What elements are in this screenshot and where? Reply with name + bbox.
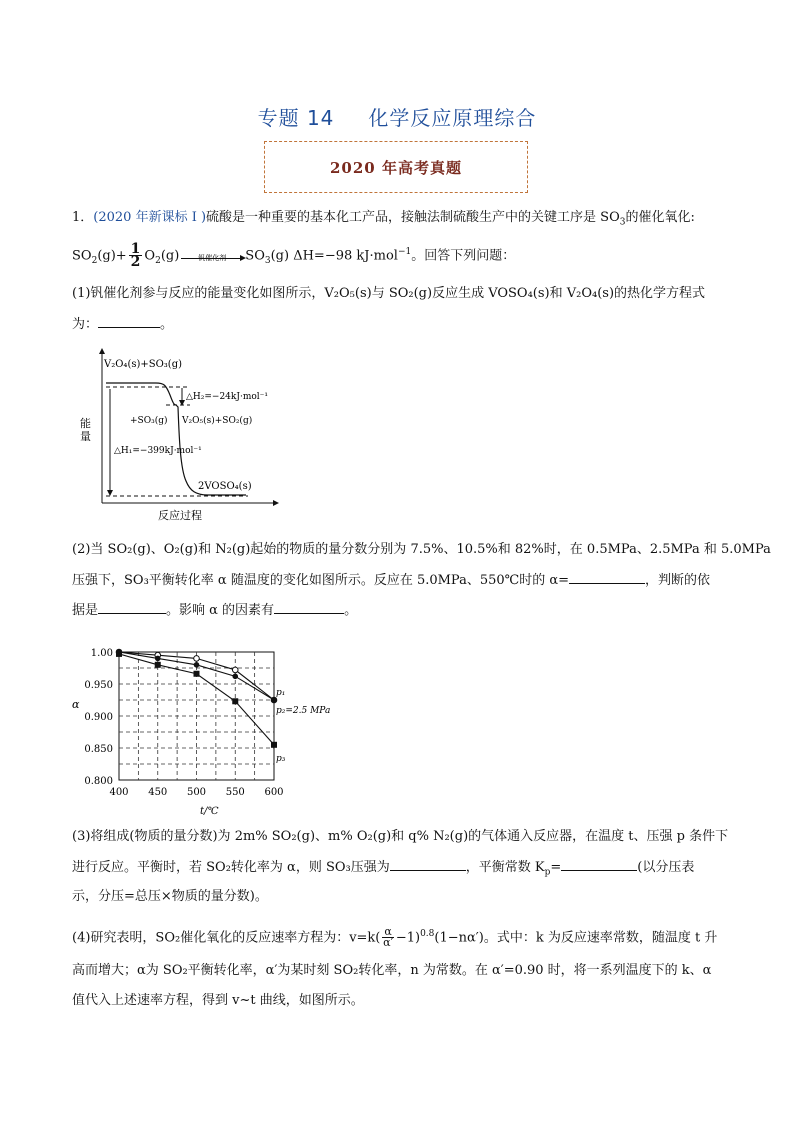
alpha-temperature-chart [62, 640, 352, 820]
data-point-p1 [194, 656, 200, 662]
mid-species: V₂O₅(s)+SO₂(g) [182, 416, 253, 426]
subtitle-box [264, 141, 528, 193]
p4-frac-num: α [384, 925, 392, 939]
y-tick-label: 0.950 [84, 680, 113, 691]
catalyst-label: 钒催化剂 [198, 253, 227, 262]
part3-text-c: = [550, 860, 562, 875]
answer-blank-4[interactable] [274, 601, 344, 614]
eq-tail: 。回答下列问题： [411, 248, 516, 264]
data-point-p3 [155, 662, 161, 668]
part1-line2 [72, 315, 173, 334]
part2-text-b: ，判断的依 [645, 573, 711, 588]
dh1-label: △H₁=−399kJ·mol⁻¹ [114, 446, 202, 456]
x-tick-label: 450 [148, 787, 168, 798]
eq-so3-state: (g) ΔH=−98 kJ·mol [270, 248, 398, 264]
part3-text-b: ，平衡常数 K [465, 860, 545, 875]
eq-unit-sup: −1 [397, 247, 412, 257]
frac-den: 2 [130, 254, 141, 271]
y-tick-label: 0.800 [84, 776, 113, 787]
answer-blank-3[interactable] [98, 601, 166, 614]
part1-prefix: 为： [72, 317, 99, 332]
part3-line3: 示，分压=总压×物质的量分数)。 [72, 889, 268, 904]
chart-y-axis-label: α [72, 698, 80, 711]
eq-o2-sub: 2 [155, 255, 161, 266]
part3-text-a: 进行反应。平衡时，若 SO₂转化率为 α，则 SO₃压强为 [72, 860, 390, 875]
part2-text-c: 据是 [72, 603, 99, 618]
energy-diagram [70, 343, 310, 523]
series-p3-label: p₃ [276, 754, 286, 764]
part2-line2 [72, 571, 710, 590]
intro-text: 硫酸是一种重要的基本化工产品，接触法制硫酸生产中的关键工序是 SO [206, 210, 620, 225]
question-source: (2020 年新课标 I ) [93, 210, 207, 225]
part3-line2 [72, 858, 694, 882]
p4-frac-den: α′ [383, 936, 394, 950]
part4-line1 [72, 922, 717, 950]
energy-y-label-2: 量 [80, 430, 91, 443]
data-point-p2 [155, 656, 161, 662]
data-point-p2 [271, 697, 277, 703]
x-tick-label: 500 [186, 787, 207, 798]
x-tick-label: 550 [225, 787, 245, 798]
p4-exponent: 0.8 [420, 929, 435, 939]
dh2-label: △H₂=−24kJ·mol⁻¹ [186, 392, 269, 402]
series-p1-label: p₁ [276, 688, 286, 698]
part2-text-e: 。 [344, 603, 358, 618]
answer-blank-5[interactable] [390, 858, 466, 871]
y-tick-label: 0.850 [84, 744, 113, 755]
part2-text-a: 压强下，SO₃平衡转化率 α 随温度的变化如图所示。反应在 5.0MPa、550℃时的 α= [72, 573, 570, 588]
kp-sub: p [544, 867, 551, 878]
answer-blank-2[interactable] [569, 571, 645, 584]
subtitle: 2020 年高考真题 [330, 158, 462, 177]
page-title [0, 102, 794, 131]
data-point-p2 [232, 674, 238, 680]
part4-text-a: (4)研究表明，SO₂催化氧化的反应速率方程为：v=k( [72, 930, 381, 946]
series-p2-label: p₂=2.5 MPa [276, 706, 331, 716]
question-number: 1． [72, 210, 94, 225]
part1-end: 。 [160, 317, 174, 332]
part4-line3: 值代入上述速率方程，得到 v~t 曲线，如图所示。 [72, 993, 364, 1008]
answer-blank-6[interactable] [561, 858, 637, 871]
answer-blank-1[interactable] [98, 315, 160, 328]
bottom-species: 2VOSO₄(s) [198, 481, 252, 492]
eq-so2-state: (g)+ [97, 248, 127, 264]
part4-line2: 高而增大；α为 SO₂平衡转化率，α′为某时刻 SO₂转化率，n 为常数。在 α′=0.90 时，将一系列温度下的 k、α [72, 963, 712, 978]
data-point-p3 [194, 671, 200, 677]
eq-o2-state: (g) [160, 248, 180, 264]
part2-line1: (2)当 SO₂(g)、O₂(g)和 N₂(g)起始的物质的量分数分别为 7.5%、10.5%和 82%时，在 0.5MPa、2.5MPa 和 5.0MPa [72, 542, 771, 557]
intro-sub: 3 [619, 217, 626, 228]
q1-intro [72, 209, 695, 232]
part2-text-d: 。影响 α 的因素有 [166, 603, 275, 618]
eq-so3-sub: 3 [264, 255, 271, 266]
catalyst-arrow [179, 247, 245, 265]
plus-so3-label: +SO₃(g) [130, 416, 168, 426]
eq-so3: SO [245, 248, 265, 264]
part4-fraction [382, 927, 393, 948]
data-point-p3 [271, 742, 277, 748]
data-point-p1 [232, 667, 238, 673]
data-point-p2 [194, 662, 200, 668]
x-tick-label: 600 [264, 787, 284, 798]
title-prefix: 专题 14 [257, 106, 335, 130]
part3-text-d: (以分压表 [637, 860, 695, 875]
y-tick-label: 1.00 [90, 648, 113, 659]
eq-fraction [129, 241, 143, 271]
part3-line1: (3)将组成(物质的量分数)为 2m% SO₂(g)、m% O₂(g)和 q% N₂(g)的气体通入反应器，在温度 t、压强 p 条件下 [72, 829, 729, 844]
data-point-p3 [116, 651, 122, 657]
part4-text-b: −1) [395, 930, 421, 946]
eq-so2: SO [72, 248, 92, 264]
intro-tail: 的催化氧化: [625, 210, 695, 225]
part4-text-c: (1−nα′)。式中：k 为反应速率常数，随温度 t 升 [434, 930, 718, 946]
x-tick-label: 400 [109, 787, 129, 798]
energy-x-label: 反应过程 [158, 509, 202, 522]
eq-so2-sub: 2 [91, 255, 98, 266]
frac-num: 1 [130, 241, 141, 258]
part2-line3 [72, 601, 357, 620]
reaction-equation [72, 239, 515, 274]
chart-x-axis-label: t/℃ [200, 806, 219, 817]
energy-top-species: V₂O₄(s)+SO₃(g) [104, 359, 183, 370]
energy-y-label-1: 能 [80, 417, 91, 430]
title-main: 化学反应原理综合 [368, 106, 537, 130]
data-point-p3 [232, 698, 238, 704]
eq-o2: O [144, 248, 156, 264]
y-tick-label: 0.900 [84, 712, 113, 723]
part1-line1: (1)钒催化剂参与反应的能量变化如图所示，V₂O₅(s)与 SO₂(g)反应生成 VOSO₄(s)和 V₂O₄(s)的热化学方程式 [72, 286, 706, 301]
